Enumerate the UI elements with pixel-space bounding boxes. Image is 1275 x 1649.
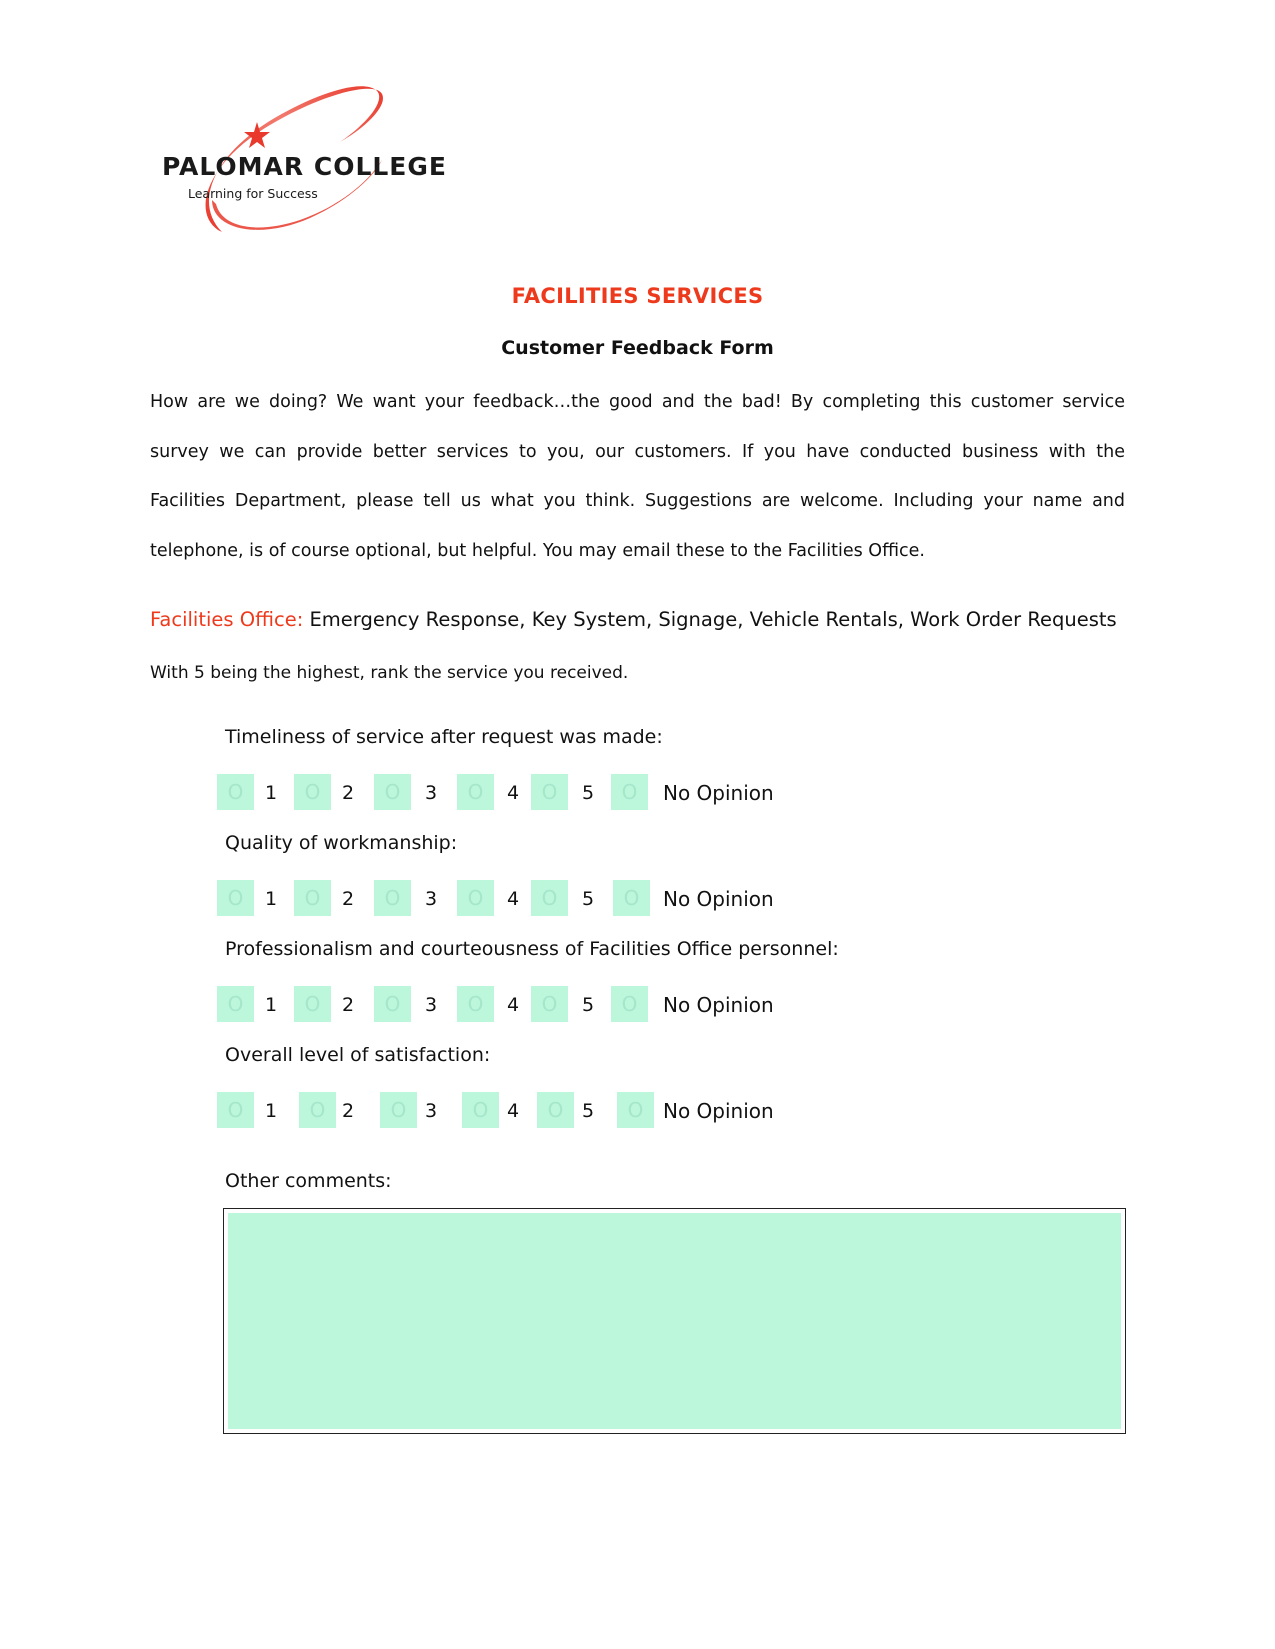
radio-button[interactable]: O bbox=[374, 986, 411, 1022]
form-subtitle: Customer Feedback Form bbox=[501, 337, 774, 359]
facilities-office-services: Emergency Response, Key System, Signage, Vehicle Rentals, Work Order Requests bbox=[303, 608, 1117, 631]
radio-button[interactable]: O bbox=[217, 880, 254, 916]
comments-label: Other comments: bbox=[225, 1170, 392, 1192]
intro-paragraph: How are we doing? We want your feedback…the good and the bad! By completing this customer service survey we can provide better services to you, our customers. If you have conducted business with the Facilities Department, please tell us what you think. Suggestions are welcome. Including your name and telephone, is of course optional, but helpful. You may email these to the Facilities Office. bbox=[150, 392, 1125, 561]
radio-button[interactable]: O bbox=[457, 986, 494, 1022]
question-professionalism: Professionalism and courteousness of Facilities Office personnel: bbox=[225, 938, 839, 960]
radio-button[interactable]: O bbox=[217, 1092, 254, 1128]
option-label: 1 bbox=[265, 1100, 278, 1122]
logo-name: PALOMAR COLLEGE bbox=[162, 152, 447, 181]
option-label: 3 bbox=[425, 1100, 438, 1122]
radio-button[interactable]: O bbox=[531, 880, 568, 916]
logo-tagline: Learning for Success bbox=[188, 186, 318, 201]
radio-button[interactable]: O bbox=[299, 1092, 336, 1128]
no-opinion-label: No Opinion bbox=[663, 781, 774, 805]
radio-button[interactable]: O bbox=[457, 880, 494, 916]
radio-button[interactable]: O bbox=[374, 774, 411, 810]
option-label: 2 bbox=[342, 1100, 355, 1122]
palomar-college-logo bbox=[150, 80, 460, 255]
page-title: FACILITIES SERVICES bbox=[511, 284, 764, 308]
comments-textarea[interactable] bbox=[228, 1213, 1121, 1429]
radio-button[interactable]: O bbox=[537, 1092, 574, 1128]
option-label: 3 bbox=[425, 888, 438, 910]
radio-button[interactable]: O bbox=[611, 986, 648, 1022]
radio-button[interactable]: O bbox=[617, 1092, 654, 1128]
facilities-office-label: Facilities Office: bbox=[150, 608, 304, 631]
no-opinion-label: No Opinion bbox=[663, 1099, 774, 1123]
radio-button[interactable]: O bbox=[374, 880, 411, 916]
radio-button[interactable]: O bbox=[294, 880, 331, 916]
option-label: 5 bbox=[582, 994, 595, 1016]
rating-row-overall-satisfaction bbox=[217, 1092, 837, 1130]
option-label: 2 bbox=[342, 888, 355, 910]
radio-button[interactable]: O bbox=[217, 774, 254, 810]
radio-button[interactable]: O bbox=[462, 1092, 499, 1128]
rating-row-timeliness bbox=[217, 774, 837, 812]
question-timeliness: Timeliness of service after request was made: bbox=[225, 726, 663, 748]
facilities-office-line bbox=[150, 608, 1117, 631]
radio-button[interactable]: O bbox=[457, 774, 494, 810]
option-label: 4 bbox=[507, 888, 520, 910]
radio-button[interactable]: O bbox=[380, 1092, 417, 1128]
option-label: 4 bbox=[507, 1100, 520, 1122]
radio-button[interactable]: O bbox=[613, 880, 650, 916]
radio-button[interactable]: O bbox=[531, 986, 568, 1022]
rating-row-workmanship bbox=[217, 880, 837, 918]
radio-button[interactable]: O bbox=[294, 774, 331, 810]
rating-row-professionalism bbox=[217, 986, 837, 1024]
option-label: 2 bbox=[342, 994, 355, 1016]
question-overall-satisfaction: Overall level of satisfaction: bbox=[225, 1044, 491, 1066]
option-label: 5 bbox=[582, 782, 595, 804]
option-label: 1 bbox=[265, 782, 278, 804]
no-opinion-label: No Opinion bbox=[663, 887, 774, 911]
radio-button[interactable]: O bbox=[611, 774, 648, 810]
comments-box bbox=[223, 1208, 1126, 1434]
question-workmanship: Quality of workmanship: bbox=[225, 832, 458, 854]
option-label: 2 bbox=[342, 782, 355, 804]
no-opinion-label: No Opinion bbox=[663, 993, 774, 1017]
radio-button[interactable]: O bbox=[217, 986, 254, 1022]
option-label: 1 bbox=[265, 888, 278, 910]
option-label: 4 bbox=[507, 782, 520, 804]
option-label: 5 bbox=[582, 1100, 595, 1122]
option-label: 1 bbox=[265, 994, 278, 1016]
option-label: 3 bbox=[425, 782, 438, 804]
option-label: 4 bbox=[507, 994, 520, 1016]
radio-button[interactable]: O bbox=[531, 774, 568, 810]
ranking-instruction: With 5 being the highest, rank the service you received. bbox=[150, 663, 629, 683]
option-label: 5 bbox=[582, 888, 595, 910]
option-label: 3 bbox=[425, 994, 438, 1016]
radio-button[interactable]: O bbox=[294, 986, 331, 1022]
